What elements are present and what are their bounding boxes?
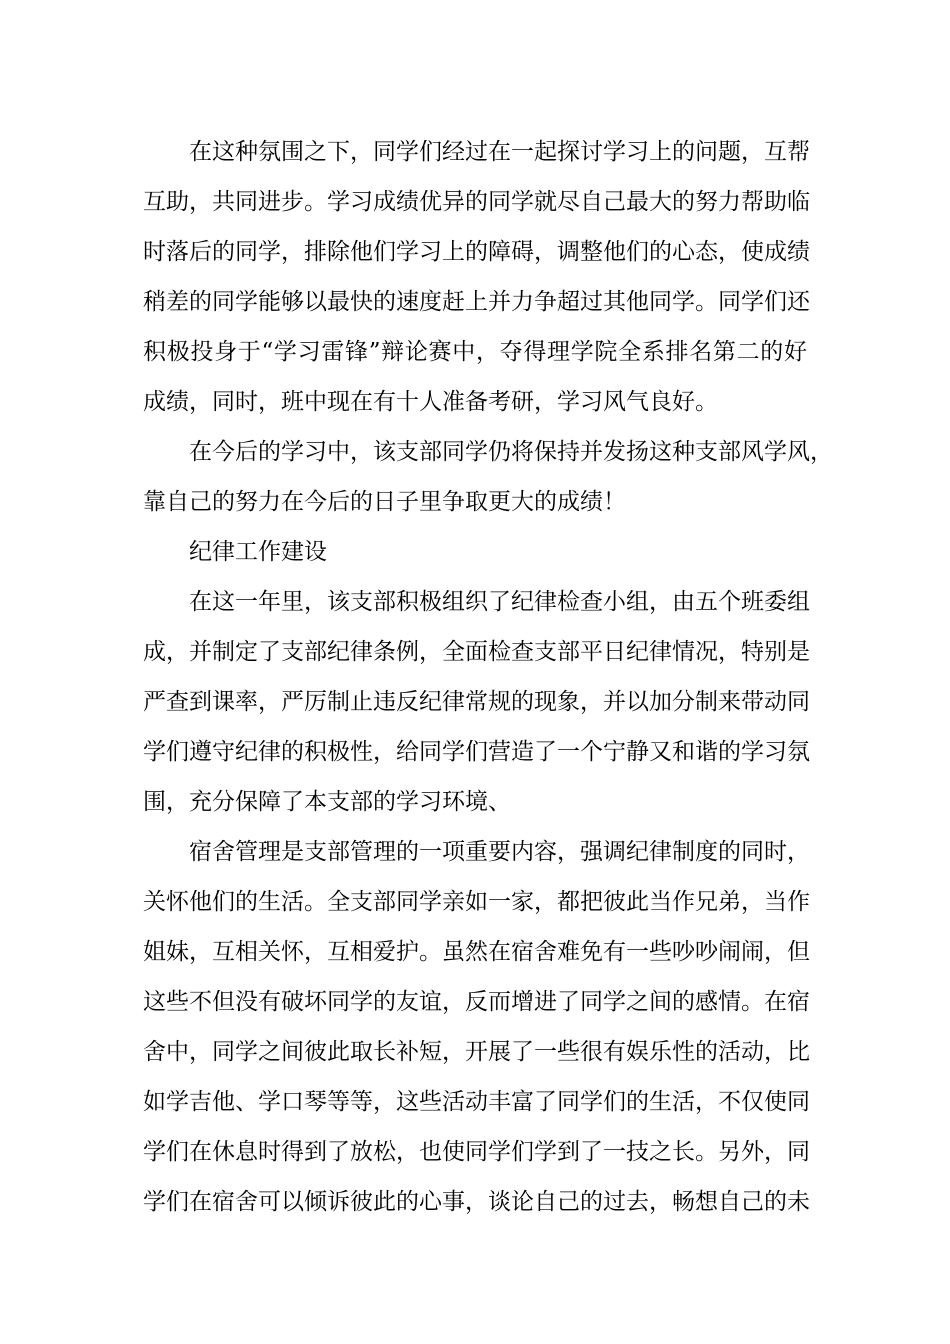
paragraph-4-line-1: 宿舍管理是支部管理的一项重要内容，强调纪律制度的同时， xyxy=(189,839,810,865)
paragraph-1-line-3: 时落后的同学，排除他们学习上的障碍，调整他们的心态，使成绩 xyxy=(143,239,810,265)
paragraph-4-line-7: 学们在休息时得到了放松，也使同学们学到了一技之长。另外，同 xyxy=(143,1139,810,1165)
paragraph-3-line-1: 在这一年里，该支部积极组织了纪律检查小组，由五个班委组 xyxy=(189,589,810,615)
paragraph-3-line-4: 学们遵守纪律的积极性，给同学们营造了一个宁静又和谐的学习氛 xyxy=(143,739,810,765)
paragraph-1-line-4: 稍差的同学能够以最快的速度赶上并力争超过其他同学。同学们还 xyxy=(143,289,810,315)
paragraph-1-line-2: 互助，共同进步。学习成绩优异的同学就尽自己最大的努力帮助临 xyxy=(143,189,810,215)
paragraph-4-line-6: 如学吉他、学口琴等等，这些活动丰富了同学们的生活，不仅使同 xyxy=(143,1089,810,1115)
paragraph-3-line-5: 围，充分保障了本支部的学习环境、 xyxy=(143,789,511,815)
paragraph-4-line-8: 学们在宿舍可以倾诉彼此的心事，谈论自己的过去，畅想自己的未 xyxy=(143,1189,810,1215)
paragraph-2-line-1: 在今后的学习中，该支部同学仍将保持并发扬这种支部风学风， xyxy=(189,439,833,465)
paragraph-1-line-6: 成绩，同时，班中现在有十人准备考研，学习风气良好。 xyxy=(143,389,718,415)
paragraph-4-line-2: 关怀他们的生活。全支部同学亲如一家，都把彼此当作兄弟，当作 xyxy=(143,889,810,915)
paragraph-3-line-2: 成，并制定了支部纪律条例，全面检查支部平日纪律情况，特别是 xyxy=(143,639,810,665)
paragraph-1-line-5: 积极投身于“学习雷锋”辩论赛中，夺得理学院全系排名第二的好 xyxy=(143,339,807,365)
paragraph-4-line-3: 姐妹，互相关怀，互相爱护。虽然在宿舍难免有一些吵吵闹闹，但 xyxy=(143,939,810,965)
paragraph-2-line-2: 靠自己的努力在今后的日子里争取更大的成绩！ xyxy=(143,489,626,515)
paragraph-4-line-5: 舍中，同学之间彼此取长补短，开展了一些很有娱乐性的活动，比 xyxy=(143,1039,810,1065)
paragraph-3-line-3: 严查到课率，严厉制止违反纪律常规的现象，并以加分制来带动同 xyxy=(143,689,810,715)
section-heading: 纪律工作建设 xyxy=(189,539,327,565)
paragraph-4-line-4: 这些不但没有破坏同学的友谊，反而增进了同学之间的感情。在宿 xyxy=(143,989,810,1015)
paragraph-1-line-1: 在这种氛围之下，同学们经过在一起探讨学习上的问题，互帮 xyxy=(189,139,810,165)
